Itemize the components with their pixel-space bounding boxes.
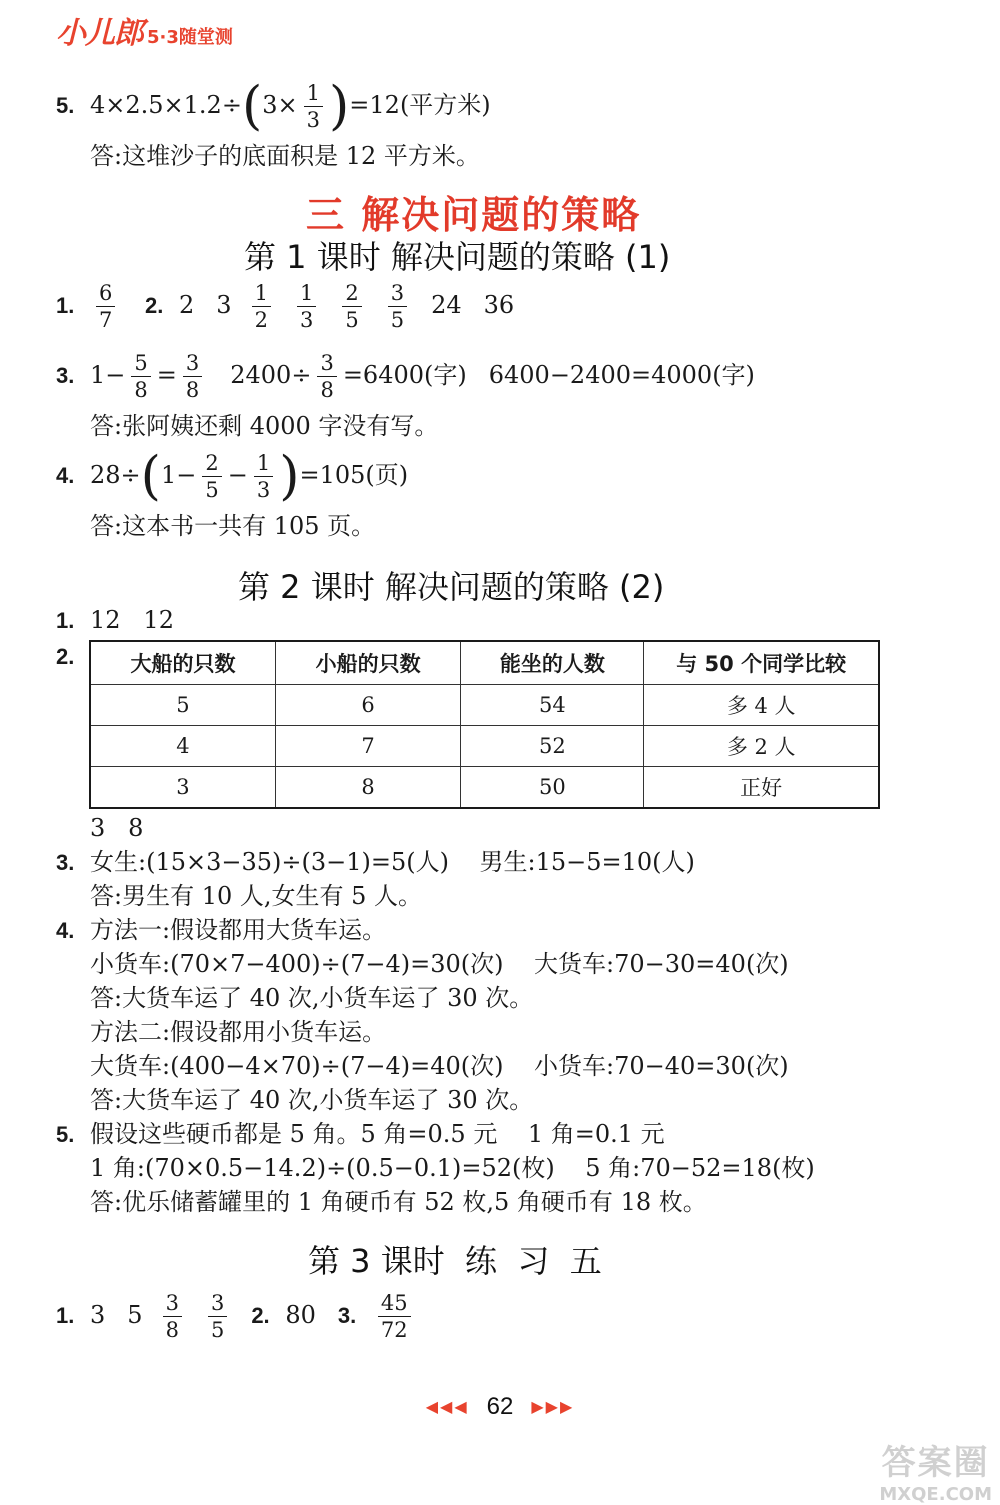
lesson1-q3-answer: 答:张阿姨还剩 4000 字没有写。 — [90, 412, 439, 440]
question-number: 4. — [56, 463, 75, 488]
question-number: 1. — [56, 293, 75, 318]
right-paren: ) — [329, 76, 350, 137]
column-header: 与 50 个同学比较 — [644, 641, 879, 685]
lesson-2-title: 第 2 课时 解决问题的策略 (2) — [238, 568, 665, 606]
fraction: $\frac{1}{3}$ — [304, 80, 323, 133]
question-number: 3. — [56, 850, 75, 875]
left-paren: ( — [241, 76, 263, 137]
answer-value: 2 — [179, 291, 195, 319]
solution-line: 大货车:(400−4×70)÷(7−4)=40(次) 小货车:70−40=30(次) — [90, 1052, 789, 1080]
lesson2-q2-number — [56, 640, 90, 673]
top-q5-line — [56, 76, 491, 137]
expression-text: 1− — [90, 361, 126, 389]
expression-text: 1− — [160, 461, 197, 489]
section-title: 三 解决问题的策略 — [306, 193, 642, 237]
lesson1-q3-line — [56, 350, 755, 403]
column-header: 小船的只数 — [275, 641, 460, 685]
fraction: $\frac{2}{5}$ — [342, 280, 361, 333]
lesson2-q3-line — [56, 846, 695, 879]
expression-text: 4×2.5×1.2÷ — [90, 91, 242, 119]
table-row — [90, 767, 879, 809]
answer-value: 3 — [216, 291, 232, 319]
fraction: $\frac{1}{3}$ — [254, 450, 273, 503]
solution-line: 方法二:假设都用小货车运。 — [90, 1018, 387, 1046]
answer-value: 3 — [90, 1301, 106, 1329]
solution-line: 答:大货车运了 40 次,小货车运了 30 次。 — [90, 984, 534, 1012]
question-number: 2. — [145, 293, 164, 318]
expression-text: =105(页) — [299, 461, 409, 489]
question-number: 5. — [56, 93, 75, 118]
answer-value: 80 — [285, 1301, 316, 1329]
brand-name: 小儿郎 — [56, 16, 143, 51]
left-paren: ( — [140, 446, 161, 507]
watermark-top: 答案圈 — [881, 1443, 990, 1483]
fraction: $\frac{3}{5}$ — [208, 1290, 227, 1343]
expression-text: 6400−2400=4000(字) — [488, 361, 755, 389]
fraction: $\frac{45}{72}$ — [378, 1290, 411, 1343]
question-number: 2. — [251, 1303, 270, 1328]
table-cell: 多 4 人 — [644, 685, 879, 726]
expression-text: =6400(字) — [342, 361, 467, 389]
table-cell: 7 — [275, 726, 460, 767]
lesson-3-title: 第 3 课时 练 习 五 — [308, 1242, 602, 1280]
table-cell: 5 — [90, 685, 275, 726]
fraction: $\frac{3}{5}$ — [388, 280, 407, 333]
expression-text: =12(平方米) — [349, 91, 491, 119]
expression-text: 3× — [262, 91, 298, 119]
page-footer — [0, 1393, 1000, 1421]
table-cell: 多 2 人 — [644, 726, 879, 767]
lesson1-q4-line — [56, 446, 409, 507]
table-cell: 4 — [90, 726, 275, 767]
solution-line: 答:优乐储蓄罐里的 1 角硬币有 52 枚,5 角硬币有 18 枚。 — [90, 1188, 707, 1216]
column-header: 大船的只数 — [90, 641, 275, 685]
solution-text: 方法一:假设都用大货车运。 — [90, 916, 387, 944]
solution-text: 假设这些硬币都是 5 角。5 角=0.5 元 1 角=0.1 元 — [90, 1120, 665, 1148]
watermark-bottom: MXQE.COM — [879, 1484, 992, 1505]
question-number: 1. — [56, 1303, 75, 1328]
fraction: $\frac{3}{8}$ — [163, 1290, 182, 1343]
solution-line: 答:大货车运了 40 次,小货车运了 30 次。 — [90, 1086, 534, 1114]
lesson3-line — [56, 1290, 417, 1343]
expression-text: 2400÷ — [230, 361, 312, 389]
boat-table — [89, 640, 880, 809]
series-name: 5·3随堂测 — [147, 27, 233, 48]
fraction: $\frac{5}{8}$ — [131, 350, 150, 403]
lesson2-q1-line — [56, 604, 174, 637]
fraction: $\frac{1}{3}$ — [297, 280, 316, 333]
expression-text: 女生:(15×3−35)÷(3−1)=5(人) 男生:15−5=10(人) — [90, 848, 695, 876]
fraction: $\frac{3}{8}$ — [317, 350, 336, 403]
lesson2-q5-line — [56, 1118, 665, 1151]
top-q5-answer: 答:这堆沙子的底面积是 12 平方米。 — [90, 142, 480, 170]
fraction: $\frac{6}{7}$ — [96, 280, 115, 333]
lesson1-q1-q2-line — [56, 280, 514, 333]
expression-text: 28÷ — [90, 461, 141, 489]
solution-line: 小货车:(70×7−400)÷(7−4)=30(次) 大货车:70−30=40(次) — [90, 950, 789, 978]
page-number: 62 — [486, 1393, 514, 1420]
answer-value: 36 — [483, 291, 515, 319]
expression-text: − — [227, 461, 248, 489]
table-row — [90, 726, 879, 767]
solution-line: 1 角:(70×0.5−14.2)÷(0.5−0.1)=52(枚) 5 角:70−52=18(枚) — [90, 1154, 815, 1182]
question-number: 5. — [56, 1122, 75, 1147]
table-cell: 8 — [275, 767, 460, 809]
table-cell: 6 — [275, 685, 460, 726]
lesson2-q2-after: 3 8 — [90, 814, 144, 842]
lesson2-q3-answer: 答:男生有 10 人,女生有 5 人。 — [90, 882, 423, 910]
table-cell: 52 — [461, 726, 644, 767]
lesson1-q4-answer: 答:这本书一共有 105 页。 — [90, 512, 376, 540]
fraction: $\frac{2}{5}$ — [202, 450, 221, 503]
question-number: 4. — [56, 918, 75, 943]
column-header: 能坐的人数 — [461, 641, 644, 685]
table-row — [90, 685, 879, 726]
question-number: 3. — [337, 1303, 357, 1328]
lesson-1-title: 第 1 课时 解决问题的策略 (1) — [244, 238, 671, 276]
answer-value: 24 — [431, 291, 462, 319]
table-cell: 54 — [461, 685, 644, 726]
question-number: 1. — [56, 608, 75, 633]
fraction: $\frac{3}{8}$ — [183, 350, 202, 403]
table-header-row — [90, 641, 879, 685]
watermark — [879, 1435, 992, 1505]
answer-value: 12 12 — [90, 606, 174, 634]
right-paren: ) — [279, 446, 300, 507]
table-cell: 50 — [461, 767, 644, 809]
lesson2-q4-line — [56, 914, 386, 947]
fraction: $\frac{1}{2}$ — [252, 280, 271, 333]
table-cell: 正好 — [644, 767, 879, 809]
question-number: 3. — [56, 363, 75, 388]
left-arrows-icon: ◀◀◀ — [425, 1399, 469, 1416]
expression-text: = — [156, 361, 177, 389]
question-number: 2. — [56, 644, 75, 669]
right-arrows-icon: ▶▶▶ — [531, 1399, 575, 1416]
answer-value: 5 — [127, 1301, 143, 1329]
header-logo — [56, 8, 233, 52]
table-cell: 3 — [90, 767, 275, 809]
